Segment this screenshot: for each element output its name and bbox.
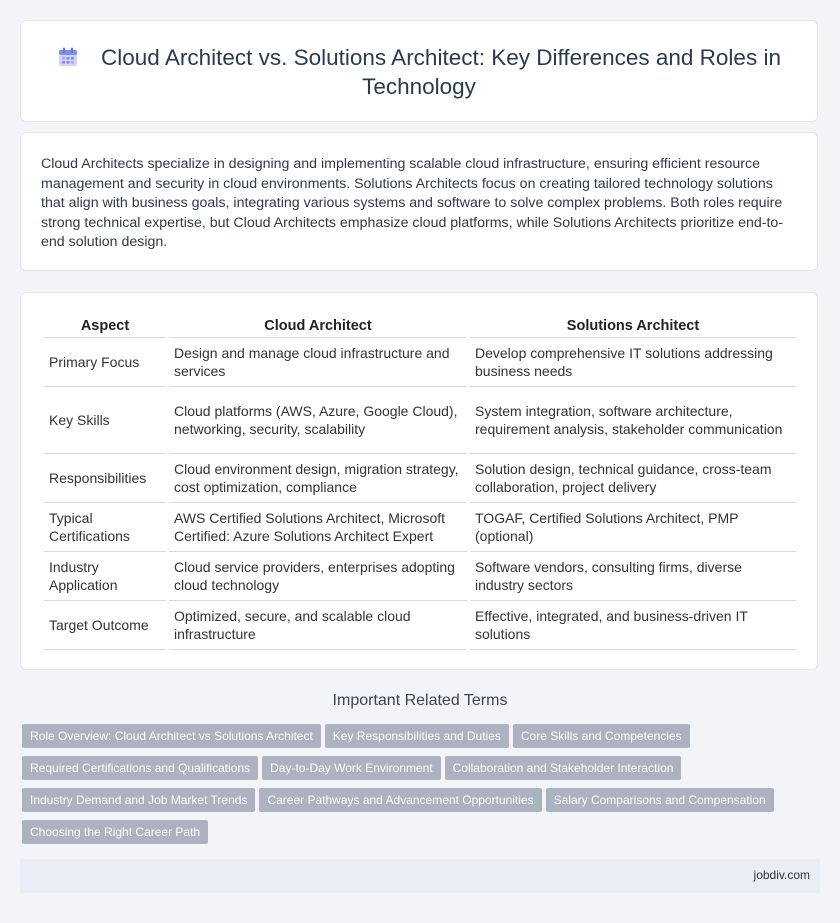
intro-card: [20, 132, 818, 271]
cloud-architect-cell: AWS Certified Solutions Architect, Microsoft Certified: Azure Solutions Architect Expert: [169, 503, 467, 552]
calendar-icon: [57, 46, 79, 68]
cloud-architect-cell: Cloud platforms (AWS, Azure, Google Cloud), networking, security, scalability: [169, 387, 467, 454]
comparison-card: [20, 292, 818, 670]
cloud-architect-cell: Cloud environment design, migration strategy, cost optimization, compliance: [169, 454, 467, 503]
cloud-architect-cell: Cloud service providers, enterprises adopting cloud technology: [169, 552, 467, 601]
related-terms-list: [22, 724, 812, 852]
page-title: [51, 43, 787, 101]
table-header-row: [44, 315, 796, 338]
column-header: Aspect: [44, 315, 166, 338]
column-header: Cloud Architect: [169, 315, 467, 338]
related-term-tag[interactable]: Career Pathways and Advancement Opportunities: [259, 788, 541, 812]
related-term-tag[interactable]: Required Certifications and Qualifications: [22, 756, 258, 780]
header-card: [20, 20, 818, 122]
solutions-architect-cell: Effective, integrated, and business-driven IT solutions: [470, 601, 796, 650]
solutions-architect-cell: TOGAF, Certified Solutions Architect, PMP (optional): [470, 503, 796, 552]
aspect-cell: Target Outcome: [44, 601, 166, 650]
cloud-architect-cell: Design and manage cloud infrastructure and services: [169, 338, 467, 387]
table-row: [44, 552, 796, 601]
footer-site-link[interactable]: jobdiv.com: [753, 868, 810, 882]
related-term-tag[interactable]: Collaboration and Stakeholder Interaction: [445, 756, 682, 780]
aspect-cell: Typical Certifications: [44, 503, 166, 552]
table-row: [44, 601, 796, 650]
table-row: [44, 387, 796, 454]
related-term-tag[interactable]: Choosing the Right Career Path: [22, 820, 208, 844]
table-row: [44, 503, 796, 552]
related-term-tag[interactable]: Core Skills and Competencies: [513, 724, 690, 748]
page-title-text: Cloud Architect vs. Solutions Architect: Key Differences and Roles in Technology: [101, 45, 781, 99]
solutions-architect-cell: Solution design, technical guidance, cross-team collaboration, project delivery: [470, 454, 796, 503]
aspect-cell: Responsibilities: [44, 454, 166, 503]
aspect-cell: Primary Focus: [44, 338, 166, 387]
footer: [20, 859, 820, 893]
table-row: [44, 454, 796, 503]
table-row: [44, 338, 796, 387]
related-term-tag[interactable]: Industry Demand and Job Market Trends: [22, 788, 255, 812]
column-header: Solutions Architect: [470, 315, 796, 338]
related-term-tag[interactable]: Day-to-Day Work Environment: [262, 756, 441, 780]
solutions-architect-cell: Develop comprehensive IT solutions addressing business needs: [470, 338, 796, 387]
related-term-tag[interactable]: Salary Comparisons and Compensation: [546, 788, 774, 812]
solutions-architect-cell: Software vendors, consulting firms, diverse industry sectors: [470, 552, 796, 601]
related-term-tag[interactable]: Key Responsibilities and Duties: [325, 724, 509, 748]
related-terms-heading: Important Related Terms: [332, 692, 508, 709]
related-term-tag[interactable]: Role Overview: Cloud Architect vs Solutions Architect: [22, 724, 321, 748]
intro-paragraph: Cloud Architects specialize in designing and implementing scalable cloud infrastructure, ensuring efficient resource management and security in cloud environments. Solutions Architects focus on creating tailored technology solutions that align with business goals, integrating various systems and software to solve complex problems. Both roles require strong technical expertise, but Cloud Architects emphasize cloud platforms, while Solutions Architects prioritize end-to-end solution design.: [41, 156, 784, 251]
aspect-cell: Key Skills: [44, 387, 166, 454]
cloud-architect-cell: Optimized, secure, and scalable cloud infrastructure: [169, 601, 467, 650]
comparison-table: [41, 315, 799, 650]
solutions-architect-cell: System integration, software architecture, requirement analysis, stakeholder communication: [470, 387, 796, 454]
aspect-cell: Industry Application: [44, 552, 166, 601]
